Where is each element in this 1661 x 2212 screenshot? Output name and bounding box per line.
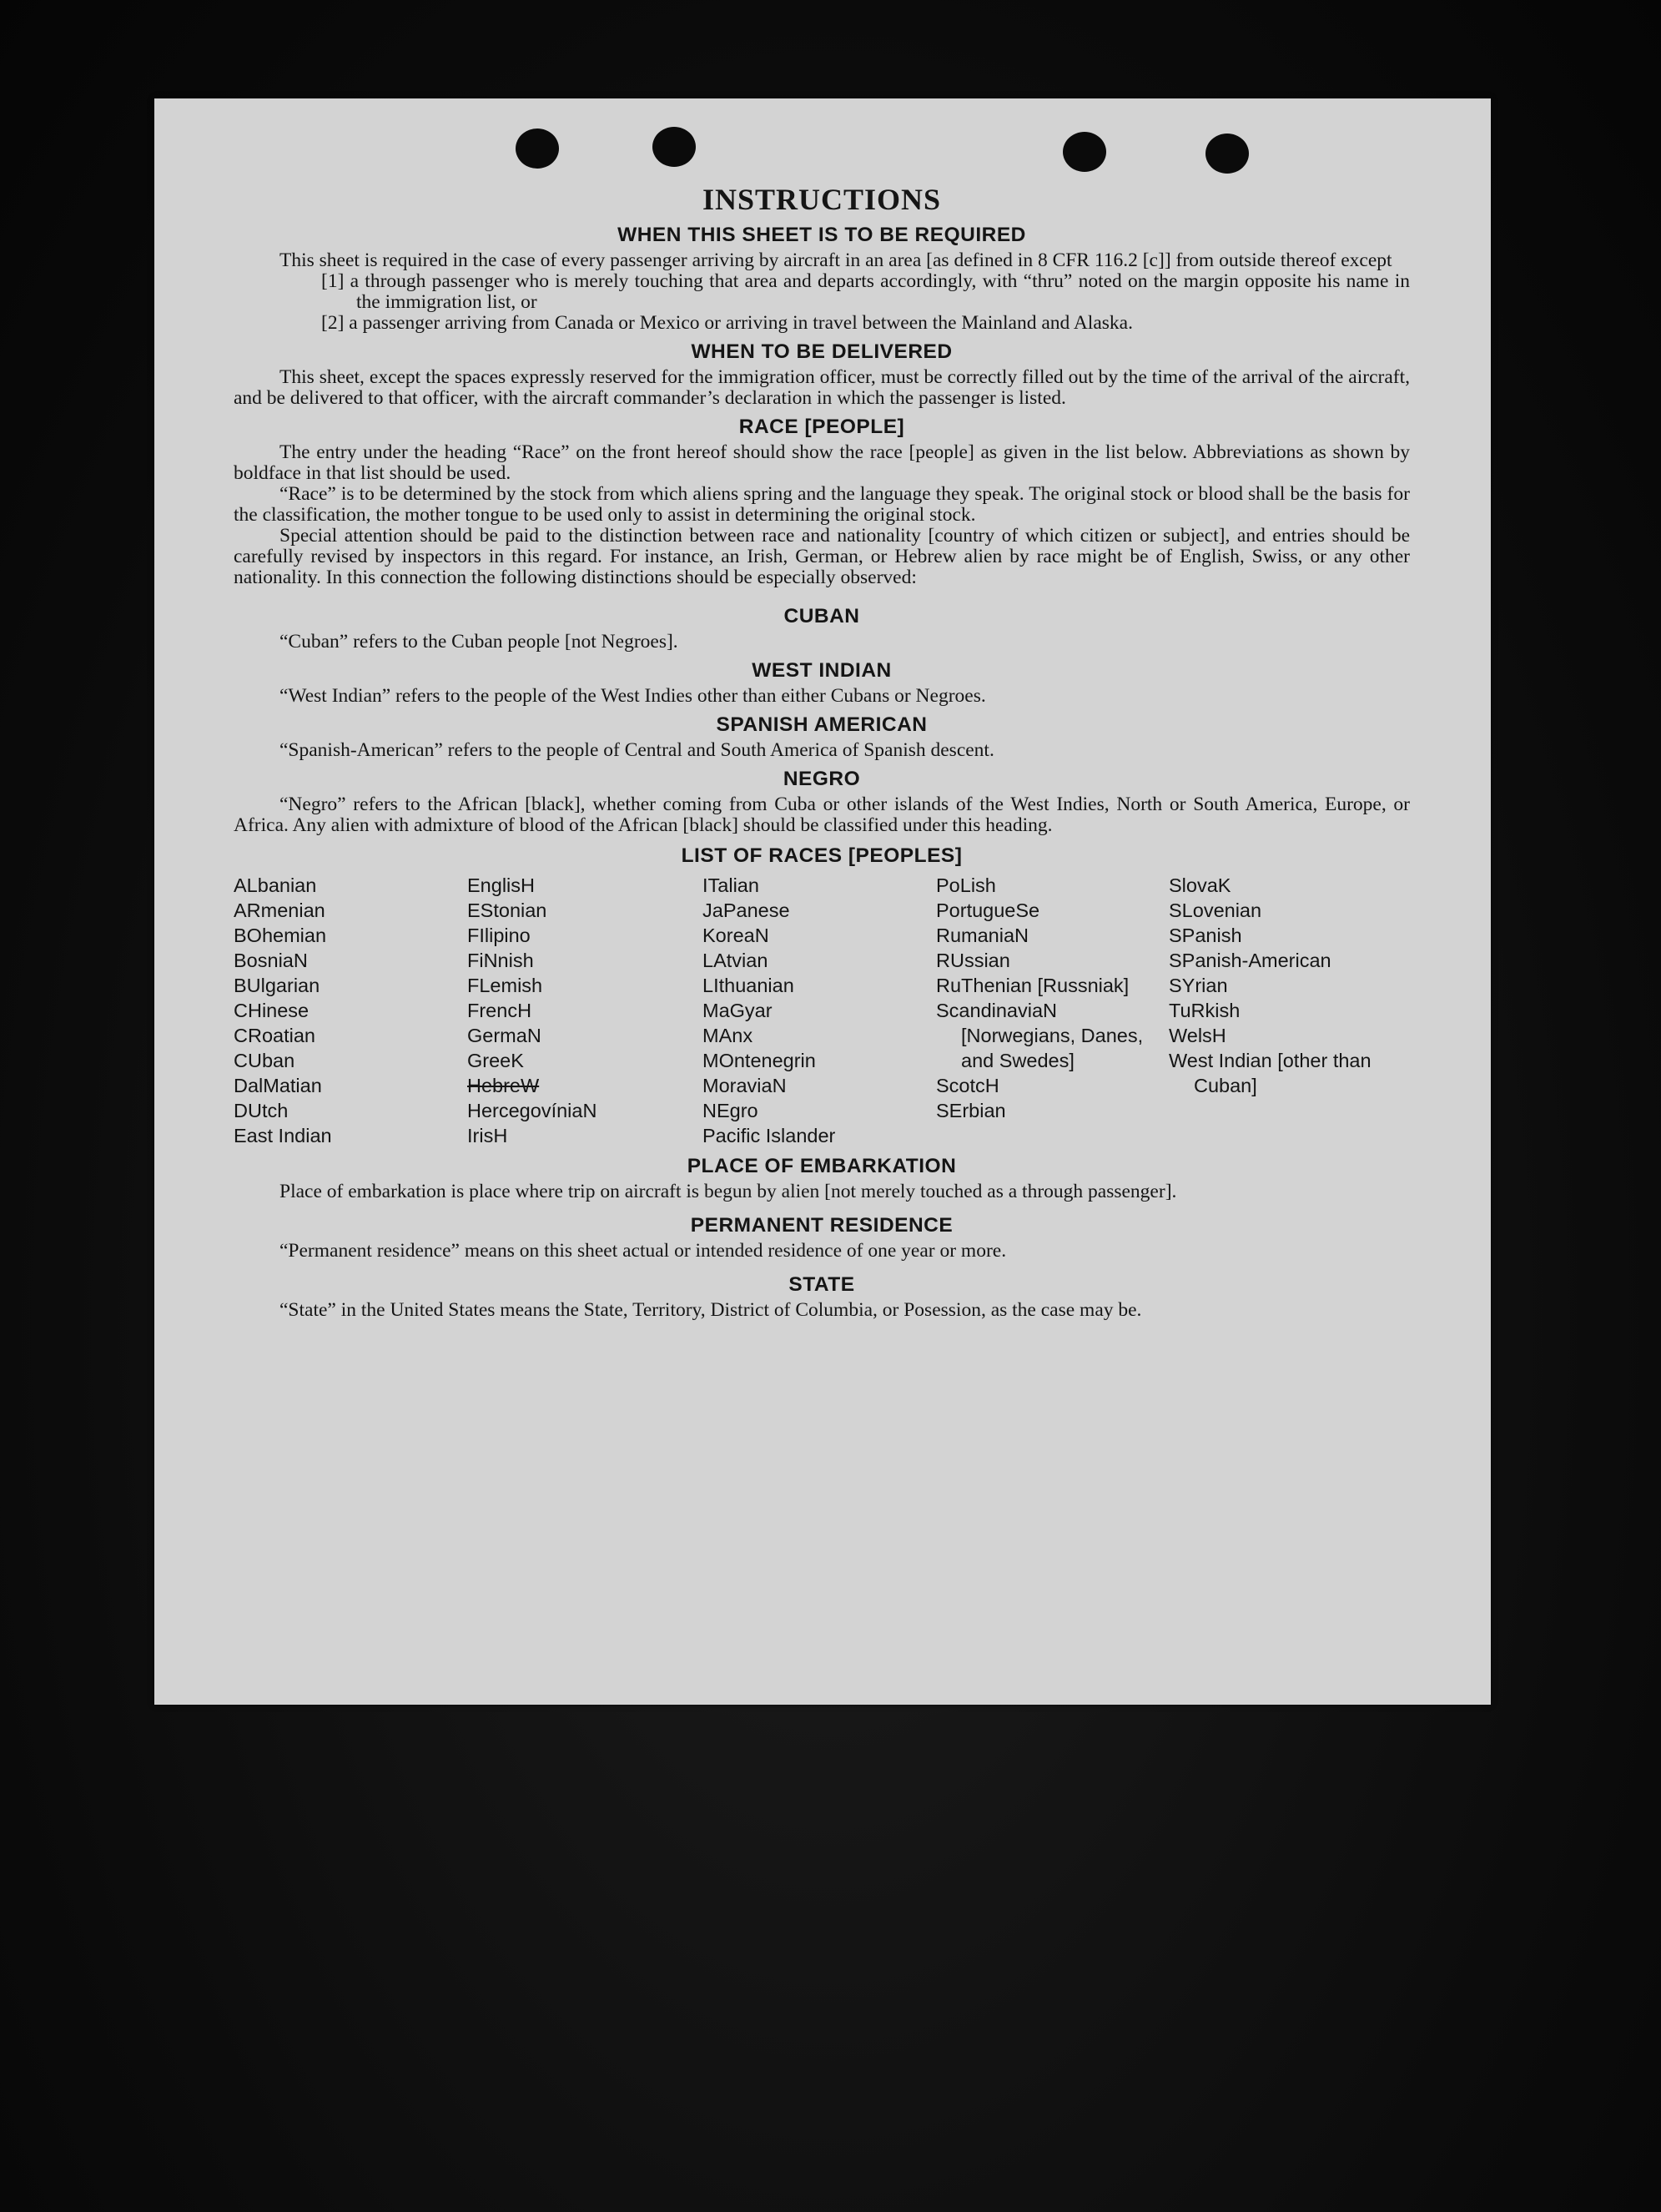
paragraph: “Permanent residence” means on this sheet actual or intended residence of one year or more. <box>279 1240 1007 1262</box>
race-entry: RUssian <box>936 950 1010 971</box>
races-column <box>702 873 936 1148</box>
section-heading: PLACE OF EMBARKATION <box>687 1155 957 1177</box>
race-entry: DalMatian <box>234 1075 322 1096</box>
race-entry: MaGyar <box>702 1000 773 1021</box>
instructions-content <box>234 182 1410 1321</box>
list-item: [2] a passenger arriving from Canada or Mexico or arriving in travel between the Mainland and Alaska. <box>321 312 1133 334</box>
paragraph: “Spanish-American” refers to the people of Central and South America of Spanish descent. <box>279 739 994 761</box>
paragraph: “Negro” refers to the African [black], whether coming from Cuba or other islands of the West Indies, North or South America, Europe, or Africa. Any alien with admixture of blood of the African [black] should be classified under this heading. <box>234 794 1410 836</box>
race-entry: DUtch <box>234 1100 289 1121</box>
punch-hole <box>652 127 696 167</box>
race-entry: GermaN <box>467 1025 541 1046</box>
race-entry: SlovaK <box>1169 874 1231 896</box>
section-heading: CUBAN <box>783 605 860 627</box>
race-entry: FLemish <box>467 975 543 996</box>
race-entry: ScotcH <box>936 1075 999 1096</box>
race-entry: FiNnish <box>467 950 534 971</box>
race-entry: EnglisH <box>467 874 535 896</box>
race-entry: SYrian <box>1169 975 1228 996</box>
race-entry: MAnx <box>702 1025 753 1046</box>
paragraph: “Race” is to be determined by the stock from which aliens spring and the language they speak. The original stock or blood shall be the basis for the classification, the mother tongue to be used only to assist in determining the original stock. <box>234 483 1410 526</box>
race-entry: SPanish-American <box>1169 950 1331 971</box>
list-item: [1] a through passenger who is merely touching that area and departs accordingly, with “thru” noted on the margin opposite his name in the immigration list, or <box>321 270 1410 313</box>
races-list <box>234 873 1410 1148</box>
race-entry: ITalian <box>702 874 759 896</box>
races-column <box>467 873 702 1148</box>
document-sheet <box>154 98 1491 1705</box>
section-heading: WEST INDIAN <box>752 659 892 682</box>
paragraph: “West Indian” refers to the people of the West Indies other than either Cubans or Negroes. <box>279 685 986 707</box>
race-entry: SLovenian <box>1169 899 1262 921</box>
section-heading: NEGRO <box>783 768 861 790</box>
paragraph: “Cuban” refers to the Cuban people [not Negroes]. <box>279 631 678 653</box>
punch-hole <box>1205 134 1249 174</box>
race-entry: MoraviaN <box>702 1075 787 1096</box>
race-entry: GreeK <box>467 1050 524 1071</box>
race-entry: ScandinaviaN [Norwegians, Danes, and Swedes] <box>936 1000 1144 1071</box>
race-entry: LAtvian <box>702 950 768 971</box>
race-entry: Pacific Islander <box>702 1125 836 1146</box>
race-entry: FIlipino <box>467 925 531 946</box>
races-column <box>234 873 467 1148</box>
race-entry: CUban <box>234 1050 295 1071</box>
paragraph: This sheet, except the spaces expressly reserved for the immigration officer, must be correctly filled out by the time of the arrival of the aircraft, and be delivered to that officer, with the aircraft commander’s declaration in which the passenger is listed. <box>234 366 1410 409</box>
punch-hole <box>1063 132 1106 172</box>
paragraph: Special attention should be paid to the distinction between race and nationality [country of which citizen or subject], and entries should be carefully revised by inspectors in this regard. For instance, an Irish, German, or Hebrew alien by race might be of English, Swiss, or any other nationality. In this connection the following distinctions should be especially observed: <box>234 525 1410 588</box>
race-entry-struck: HebreW <box>467 1075 540 1096</box>
race-entry: LIthuanian <box>702 975 794 996</box>
race-entry: PortugueSe <box>936 899 1040 921</box>
races-column <box>1169 873 1411 1148</box>
race-entry: WelsH <box>1169 1025 1226 1046</box>
race-entry: East Indian <box>234 1125 332 1146</box>
races-column <box>936 873 1169 1148</box>
race-entry: ARmenian <box>234 899 325 921</box>
section-heading: SPANISH AMERICAN <box>716 713 928 736</box>
race-entry: HercegovíniaN <box>467 1100 597 1121</box>
race-entry: RuThenian [Russniak] <box>936 975 1130 996</box>
race-entry: KoreaN <box>702 925 769 946</box>
page-title: INSTRUCTIONS <box>702 183 942 216</box>
race-entry: NEgro <box>702 1100 758 1121</box>
section-heading: PERMANENT RESIDENCE <box>690 1214 954 1237</box>
race-entry: SErbian <box>936 1100 1006 1121</box>
race-entry: ALbanian <box>234 874 317 896</box>
punch-hole <box>516 128 559 169</box>
section-heading: RACE [PEOPLE] <box>738 416 905 438</box>
race-entry: JaPanese <box>702 899 790 921</box>
paragraph: “State” in the United States means the State, Territory, District of Columbia, or Posession, as the case may be. <box>279 1299 1142 1321</box>
race-entry: CHinese <box>234 1000 310 1021</box>
paragraph: Place of embarkation is place where trip on aircraft is begun by alien [not merely touched as a through passenger]. <box>279 1181 1177 1202</box>
race-entry: West Indian [other than Cuban] <box>1169 1050 1372 1096</box>
race-entry: RumaniaN <box>936 925 1029 946</box>
race-entry: BOhemian <box>234 925 327 946</box>
race-entry: EStonian <box>467 899 547 921</box>
race-entry: SPanish <box>1169 925 1242 946</box>
race-entry: TuRkish <box>1169 1000 1241 1021</box>
race-entry: CRoatian <box>234 1025 315 1046</box>
race-entry: IrisH <box>467 1125 508 1146</box>
race-entry: PoLish <box>936 874 996 896</box>
section-heading: LIST OF RACES [PEOPLES] <box>681 844 963 867</box>
section-heading: STATE <box>788 1273 855 1296</box>
race-entry: BosniaN <box>234 950 308 971</box>
race-entry: BUlgarian <box>234 975 320 996</box>
section-heading: WHEN THIS SHEET IS TO BE REQUIRED <box>617 224 1026 246</box>
race-entry: FrencH <box>467 1000 532 1021</box>
section-heading: WHEN TO BE DELIVERED <box>691 340 953 363</box>
paragraph: The entry under the heading “Race” on the front hereof should show the race [people] as given in the list below. Abbreviations as shown by boldface in that list should be used. <box>234 441 1410 484</box>
race-entry: MOntenegrin <box>702 1050 816 1071</box>
paragraph: This sheet is required in the case of every passenger arriving by aircraft in an area [as defined in 8 CFR 116.2 [c]] from outside thereof except <box>279 249 1392 271</box>
